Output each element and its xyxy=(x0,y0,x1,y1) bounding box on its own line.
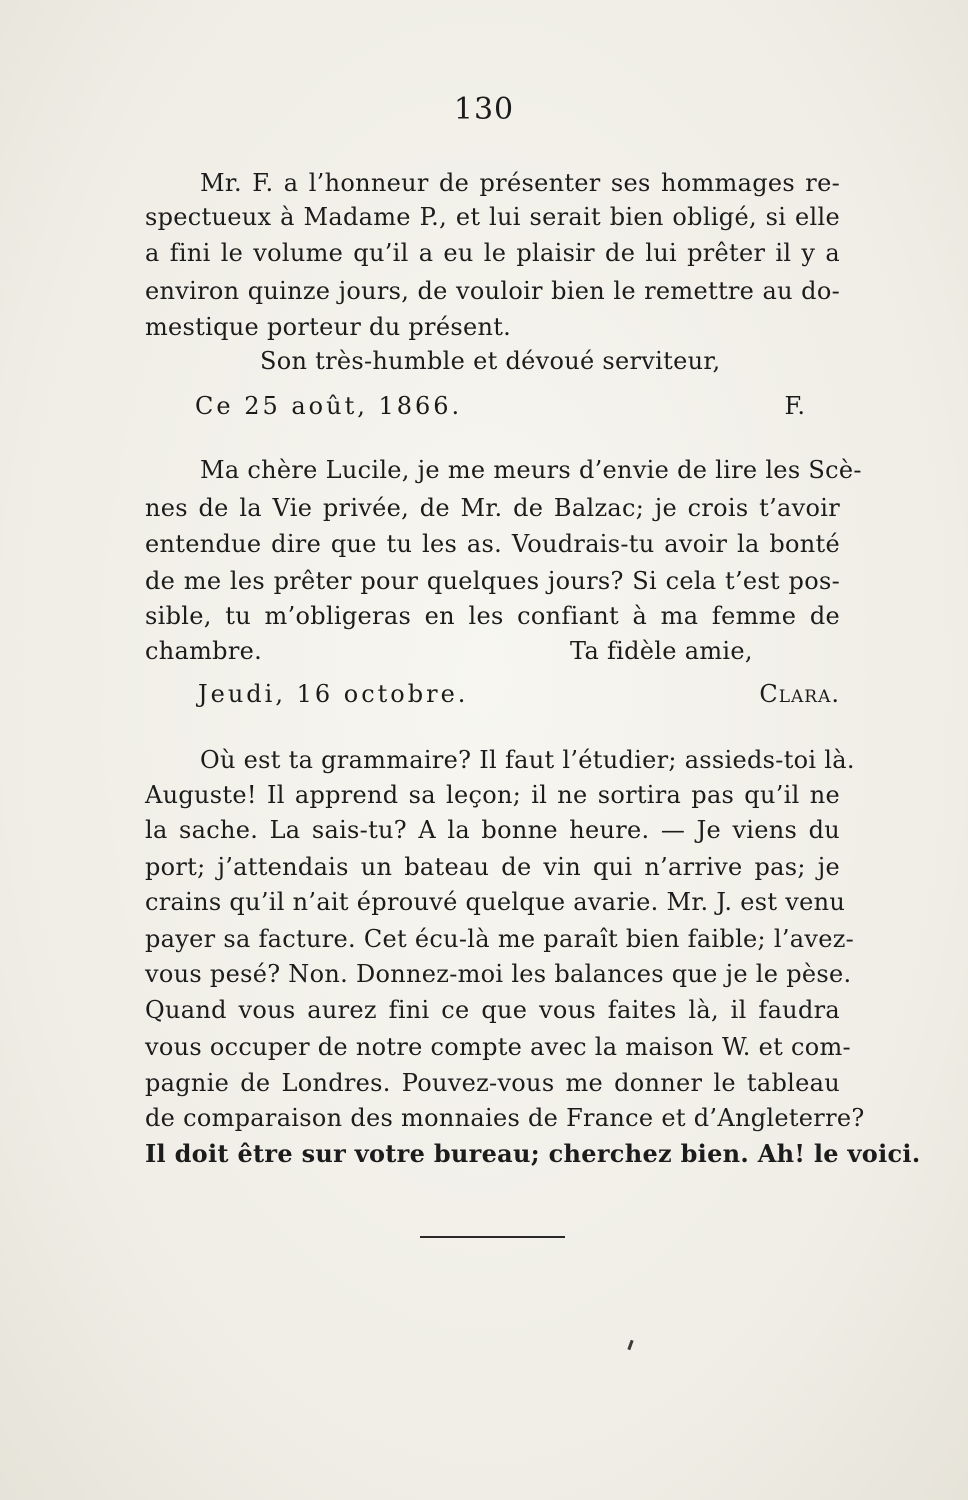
section-divider-rule xyxy=(420,1236,565,1238)
letter2-line-1: Ma chère Lucile, je me meurs d’envie de lire les Scè- xyxy=(200,456,862,484)
para3-line-2: Auguste! Il apprend sa leçon; il ne sortira pas qu’il ne xyxy=(145,781,840,809)
para3-line-1: Où est ta grammaire? Il faut l’étudier; assieds-toi là. xyxy=(200,746,855,774)
para3-line-7: vous pesé? Non. Donnez-moi les balances que je le pèse. xyxy=(145,960,852,988)
para3-line-6: payer sa facture. Cet écu-là me paraît bien faible; l’avez- xyxy=(145,925,855,953)
para3-line-3: la sache. La sais-tu? A la bonne heure. — Je viens du xyxy=(145,816,840,844)
para3-line-9: vous occuper de notre compte avec la maison W. et com- xyxy=(145,1033,851,1061)
letter1-line-1: Mr. F. a l’honneur de présenter ses hommages re- xyxy=(200,169,840,197)
letter2-line-3: entendue dire que tu les as. Voudrais-tu avoir la bonté xyxy=(145,530,840,558)
para3-line-5: crains qu’il n’ait éprouvé quelque avarie. Mr. J. est venu xyxy=(145,888,846,916)
para3-line-4: port; j’attendais un bateau de vin qui n’arrive pas; je xyxy=(145,853,840,881)
letter1-signoff: Son très-humble et dévoué serviteur, xyxy=(260,347,721,375)
para3-line-11: de comparaison des monnaies de France et d’Angleterre? xyxy=(145,1104,865,1132)
print-speck xyxy=(627,1340,633,1350)
letter2-line-2: nes de la Vie privée, de Mr. de Balzac; je crois t’avoir xyxy=(145,494,840,522)
page-number: 130 xyxy=(453,92,515,127)
letter1-line-5: mestique porteur du présent. xyxy=(145,313,512,341)
letter2-closing: Ta fidèle amie, xyxy=(570,637,753,665)
letter2-line-5: sible, tu m’obligeras en les confiant à ma femme de xyxy=(145,602,840,630)
letter1-date-row xyxy=(195,391,805,421)
para3-line-12: Il doit être sur votre bureau; cherchez bien. Ah! le voici. xyxy=(145,1139,921,1168)
para3-line-8: Quand vous aurez fini ce que vous faites là, il faudra xyxy=(145,996,840,1024)
letter2-date: Jeudi, 16 octobre. xyxy=(198,680,469,708)
letter1-line-2: spectueux à Madame P., et lui serait bien obligé, si elle xyxy=(145,203,840,231)
letter1-date: Ce 25 août, 1866. xyxy=(195,392,463,420)
letter2-line-6 xyxy=(145,636,840,666)
letter1-line-3: a fini le volume qu’il a eu le plaisir de lui prêter il y a xyxy=(145,239,840,267)
letter1-signature: F. xyxy=(784,392,805,420)
letter2-last-line-left: chambre. xyxy=(145,637,263,665)
para3-line-10: pagnie de Londres. Pouvez-vous me donner le tableau xyxy=(145,1069,840,1097)
letter2-date-row xyxy=(198,679,840,709)
letter2-line-4: de me les prêter pour quelques jours? Si cela t’est pos- xyxy=(145,567,840,595)
letter2-signature: Clara. xyxy=(759,680,840,708)
letter1-line-4: environ quinze jours, de vouloir bien le remettre au do- xyxy=(145,277,840,305)
